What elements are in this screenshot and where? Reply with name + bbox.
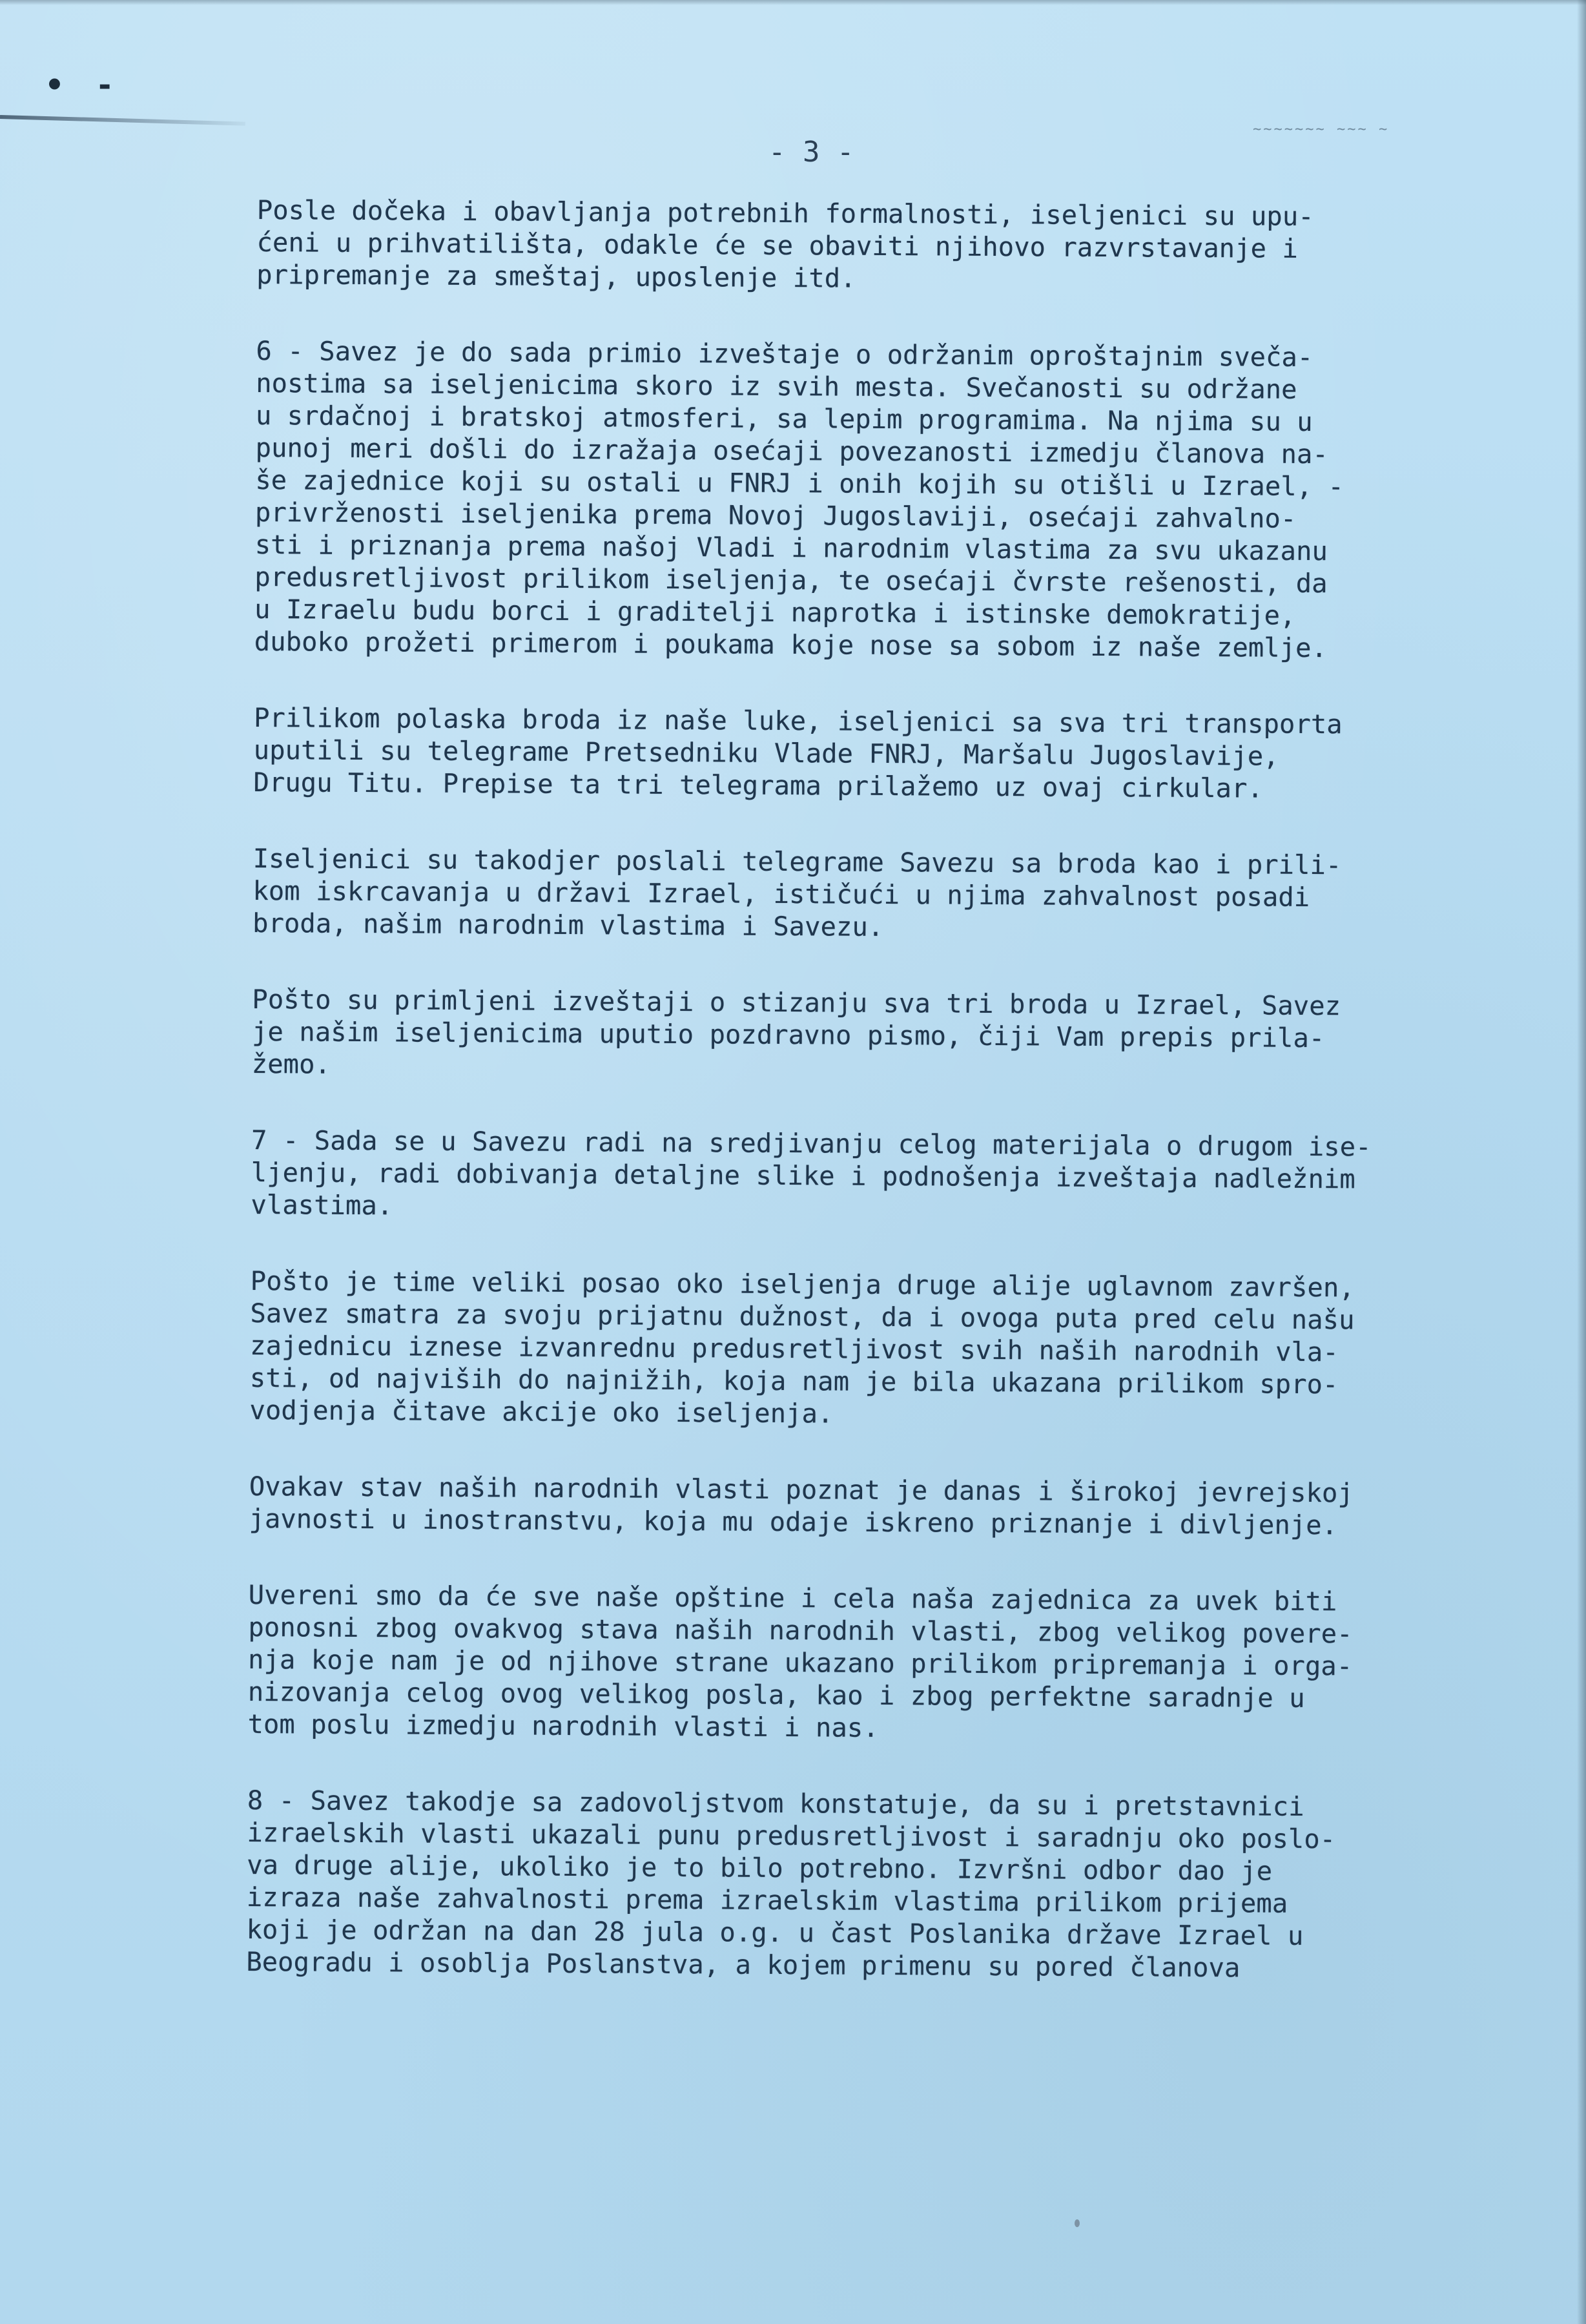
text-line: uputili su telegrame Pretsedniku Vlade FNRJ, Maršalu Jugoslavije, bbox=[253, 734, 1279, 772]
text-line: Iseljenici su takodjer poslali telegrame Savezu sa broda kao i prili- bbox=[252, 842, 1342, 881]
text-line: javnosti u inostranstvu, koja mu odaje iskreno priznanje i divljenje. bbox=[249, 1502, 1338, 1541]
text-line: izraelskih vlasti ukazali punu predusretljivost i saradnju oko poslo- bbox=[247, 1816, 1336, 1855]
text-line: 6 - Savez je do sada primio izveštaje o održanim oproštajnim sveča- bbox=[256, 335, 1313, 373]
punch-marks: • - bbox=[45, 67, 121, 103]
text-line: u srdačnoj i bratskoj atmosferi, sa lepim programima. Na njima su u bbox=[255, 399, 1313, 437]
bottom-ink-dot bbox=[1075, 2219, 1080, 2227]
text-line: nizovanja celog ovog velikog posla, kao i zbog perfektne saradnje u bbox=[247, 1676, 1305, 1714]
body-text bbox=[246, 194, 1439, 2029]
paragraph-telegrams-savez bbox=[252, 842, 1435, 946]
text-line: ćeni u prihvatilišta, odakle će se obaviti njihovo razvrstavanje i bbox=[256, 226, 1299, 264]
paragraph-telegrams-tito bbox=[253, 701, 1436, 805]
paragraph-public-recognition bbox=[249, 1470, 1431, 1542]
top-right-faint-mark: ~~~~~~~ ~~~ ~ bbox=[1253, 121, 1390, 138]
text-line: pripremanje za smeštaj, uposlenje itd. bbox=[256, 258, 856, 294]
text-line: predusretljivost prilikom iseljenja, te osećaji čvrste rešenosti, da bbox=[254, 561, 1328, 599]
text-line: broda, našim narodnim vlastima i Savezu. bbox=[252, 907, 884, 942]
text-line: ponosni zbog ovakvog stava naših narodnih vlasti, zbog velikog povere- bbox=[248, 1611, 1353, 1650]
text-line: Uvereni smo da će sve naše opštine i cela naša zajednica za uvek biti bbox=[248, 1579, 1337, 1617]
text-line: u Izraelu budu borci i graditelji naprotka i istinske demokratije, bbox=[254, 593, 1296, 631]
text-line: je našim iseljenicima uputio pozdravno pismo, čiji Vam prepis prila- bbox=[251, 1015, 1325, 1054]
text-line: sti, od najviših do najnižih, koja nam je bila ukazana prilikom spro- bbox=[249, 1362, 1339, 1400]
paragraph-greeting-letter bbox=[252, 983, 1434, 1087]
text-line: žemo. bbox=[251, 1048, 331, 1080]
text-line: Beogradu i osoblja Poslanstva, a kojem primenu su pored članova bbox=[246, 1945, 1241, 1984]
text-line: nja koje nam je od njihove strane ukazano prilikom pripremanja i orga- bbox=[247, 1643, 1353, 1682]
paragraph-item-8 bbox=[246, 1784, 1429, 1985]
page-number: - 3 - bbox=[768, 136, 854, 169]
paragraph-item-7 bbox=[251, 1124, 1433, 1228]
text-line: nostima sa iseljenicima skoro iz svih mesta. Svečanosti su održane bbox=[256, 367, 1297, 405]
text-line: tom poslu izmedju narodnih vlasti i nas. bbox=[247, 1708, 879, 1743]
text-line: vodjenja čitave akcije oko iseljenja. bbox=[249, 1394, 834, 1429]
text-line: kom iskrcavanja u državi Izrael, ističući u njima zahvalnost posadi bbox=[252, 875, 1310, 913]
paragraph-item-6 bbox=[254, 335, 1438, 665]
top-left-streak bbox=[0, 115, 245, 126]
text-line: Pošto je time veliki posao oko iseljenja druge alije uglavnom završen, bbox=[250, 1265, 1355, 1303]
text-line: koji je održan na dan 28 jula o.g. u čast Poslanika države Izrael u bbox=[246, 1913, 1304, 1951]
text-line: privrženosti iseljenika prema Novoj Jugoslaviji, osećaji zahvalno- bbox=[254, 496, 1297, 534]
text-line: 8 - Savez takodje sa zadovoljstvom konstatuje, da su i pretstavnici bbox=[247, 1784, 1304, 1822]
text-line: Savez smatra za svoju prijatnu dužnost, da i ovoga puta pred celu našu bbox=[250, 1297, 1355, 1336]
paper-right-edge bbox=[1577, 0, 1586, 2324]
text-line: sti i priznanja prema našoj Vladi i narodnim vlastima za svu ukazanu bbox=[254, 528, 1328, 567]
text-line: Prilikom polaska broda iz naše luke, iseljenici sa sva tri transporta bbox=[253, 701, 1343, 740]
text-line: duboko prožeti primerom i poukama koje nose sa sobom iz naše zemlje. bbox=[254, 625, 1328, 664]
text-line: vlastima. bbox=[251, 1188, 393, 1221]
text-line: Posle dočeka i obavljanja potrebnih formalnosti, iseljenici su upu- bbox=[256, 194, 1314, 232]
text-line: Pošto su primljeni izveštaji o stizanju sva tri broda u Izrael, Savez bbox=[252, 983, 1341, 1022]
paragraph-pride bbox=[247, 1579, 1430, 1747]
text-line: va druge alije, ukoliko je to bilo potrebno. Izvršni odbor dao je bbox=[247, 1849, 1273, 1887]
text-line: še zajednice koji su ostali u FNRJ i onih kojih su otišli u Izrael, - bbox=[255, 464, 1344, 503]
text-line: 7 - Sada se u Savezu radi na sredjivanju celog materijala o drugom ise- bbox=[251, 1124, 1372, 1163]
text-line: izraza naše zahvalnosti prema izraelskim vlastima prilikom prijema bbox=[246, 1881, 1288, 1919]
text-line: punoj meri došli do izražaja osećaji povezanosti izmedju članova na- bbox=[255, 431, 1328, 470]
paragraph-authorities-thanks bbox=[249, 1265, 1432, 1433]
text-line: ljenju, radi dobivanja detaljne slike i podnošenja izveštaja nadležnim bbox=[251, 1156, 1355, 1195]
paragraph-arrival bbox=[256, 194, 1439, 298]
text-line: Ovakav stav naših narodnih vlasti poznat je danas i širokoj jevrejskoj bbox=[249, 1470, 1354, 1509]
text-line: Drugu Titu. Prepise ta tri telegrama prilažemo uz ovaj cirkular. bbox=[253, 766, 1264, 804]
text-line: zajednicu iznese izvanrednu predusretljivost svih naših narodnih vla- bbox=[249, 1329, 1339, 1368]
paper-top-edge bbox=[0, 0, 1586, 5]
